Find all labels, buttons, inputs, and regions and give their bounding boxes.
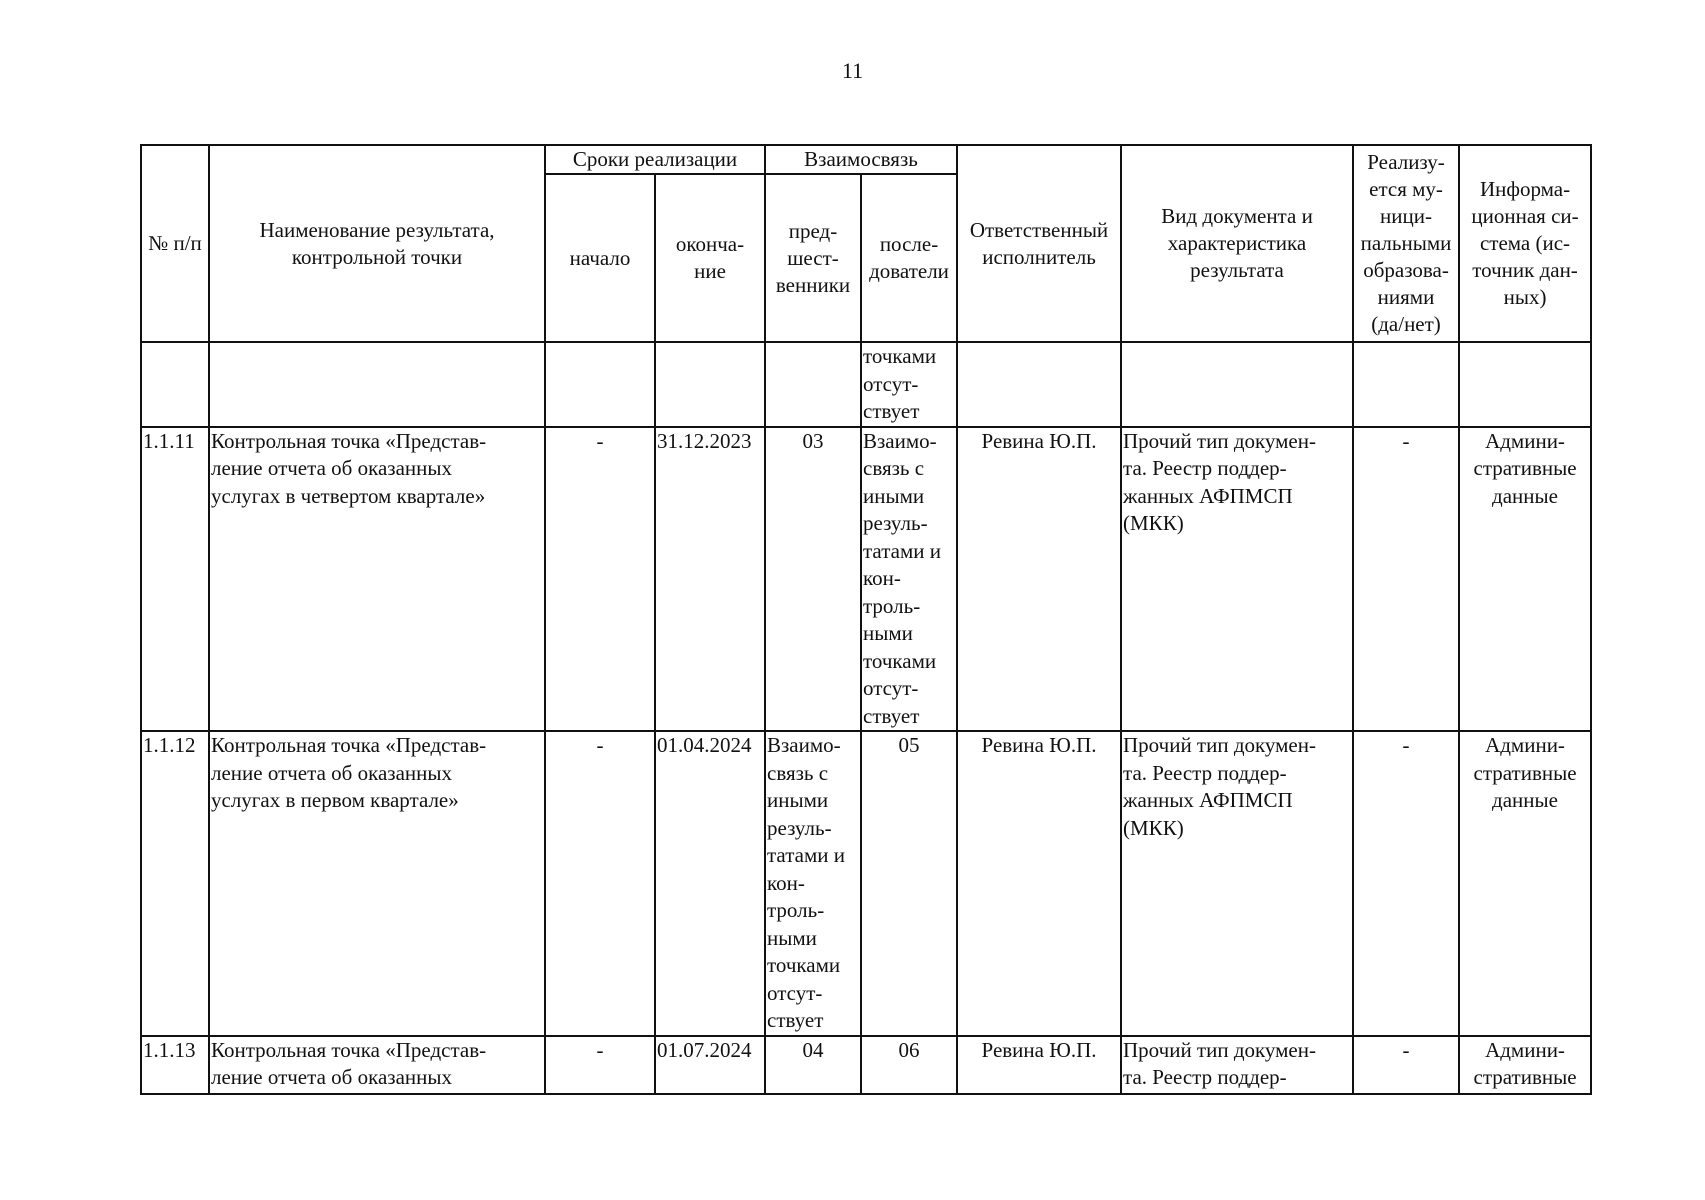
header-info-system: Информа- ционная си- стема (ис- точник дан- ных): [1459, 145, 1591, 342]
cell: [655, 342, 765, 427]
row-info-system: Админи- стративные данные: [1459, 427, 1591, 732]
table-row: [141, 731, 1591, 1036]
row-responsible: Ревина Ю.П.: [957, 731, 1121, 1036]
row-name: Контрольная точка «Представ- ление отчета об оказанных услугах в первом квартале»: [209, 731, 545, 1036]
row-info-system: Админи- стративные: [1459, 1036, 1591, 1094]
header-name: Наименование результата, контрольной точки: [209, 145, 545, 342]
row-doc-type: Прочий тип докумен- та. Реестр поддер- жанных АФПМСП (МКК): [1121, 731, 1353, 1036]
table-row: [141, 427, 1591, 732]
header-doc-type: Вид документа и характеристика результата: [1121, 145, 1353, 342]
results-table: [140, 144, 1592, 1095]
row-predecessors: 03: [765, 427, 861, 732]
row-num: 1.1.12: [141, 731, 209, 1036]
cell: [1353, 342, 1459, 427]
header-predecessors: пред- шест- венники: [765, 174, 861, 342]
continuation-row: [141, 342, 1591, 427]
header-terms-group: Сроки реализации: [545, 145, 765, 174]
header-successors: после- дователи: [861, 174, 957, 342]
continuation-successors: точками отсут- ствует: [861, 342, 957, 427]
row-responsible: Ревина Ю.П.: [957, 1036, 1121, 1094]
cell: [209, 342, 545, 427]
row-num: 1.1.11: [141, 427, 209, 732]
row-responsible: Ревина Ю.П.: [957, 427, 1121, 732]
cell: [545, 342, 655, 427]
header-end: оконча- ние: [655, 174, 765, 342]
row-num: 1.1.13: [141, 1036, 209, 1094]
row-name: Контрольная точка «Представ- ление отчета об оказанных: [209, 1036, 545, 1094]
cell: [1459, 342, 1591, 427]
header-link-group: Взаимосвязь: [765, 145, 957, 174]
row-successors: 06: [861, 1036, 957, 1094]
header-municipal: Реализу- ется му- ници- пальными образова- ниями (да/нет): [1353, 145, 1459, 342]
header-start: начало: [545, 174, 655, 342]
cell: [141, 342, 209, 427]
row-end: 01.07.2024: [655, 1036, 765, 1094]
row-doc-type: Прочий тип докумен- та. Реестр поддер- жанных АФПМСП (МКК): [1121, 427, 1353, 732]
row-municipal: -: [1353, 731, 1459, 1036]
cell: [957, 342, 1121, 427]
row-start: -: [545, 427, 655, 732]
row-end: 01.04.2024: [655, 731, 765, 1036]
cell: [765, 342, 861, 427]
cell: [1121, 342, 1353, 427]
row-successors: Взаимо- связь с иными резуль- татами и кон- троль- ными точками отсут- ствует: [861, 427, 957, 732]
row-doc-type: Прочий тип докумен- та. Реестр поддер-: [1121, 1036, 1353, 1094]
row-start: -: [545, 1036, 655, 1094]
table-row: [141, 1036, 1591, 1094]
row-municipal: -: [1353, 427, 1459, 732]
row-municipal: -: [1353, 1036, 1459, 1094]
row-successors: 05: [861, 731, 957, 1036]
row-predecessors: Взаимо- связь с иными резуль- татами и кон- троль- ными точками отсут- ствует: [765, 731, 861, 1036]
header-num: № п/п: [141, 145, 209, 342]
header-row-1: [141, 145, 1591, 174]
row-predecessors: 04: [765, 1036, 861, 1094]
row-start: -: [545, 731, 655, 1036]
page-number-text: 11: [842, 58, 864, 83]
row-info-system: Админи- стративные данные: [1459, 731, 1591, 1036]
row-end: 31.12.2023: [655, 427, 765, 732]
row-name: Контрольная точка «Представ- ление отчета об оказанных услугах в четвертом квартале»: [209, 427, 545, 732]
header-responsible: Ответственный исполнитель: [957, 145, 1121, 342]
